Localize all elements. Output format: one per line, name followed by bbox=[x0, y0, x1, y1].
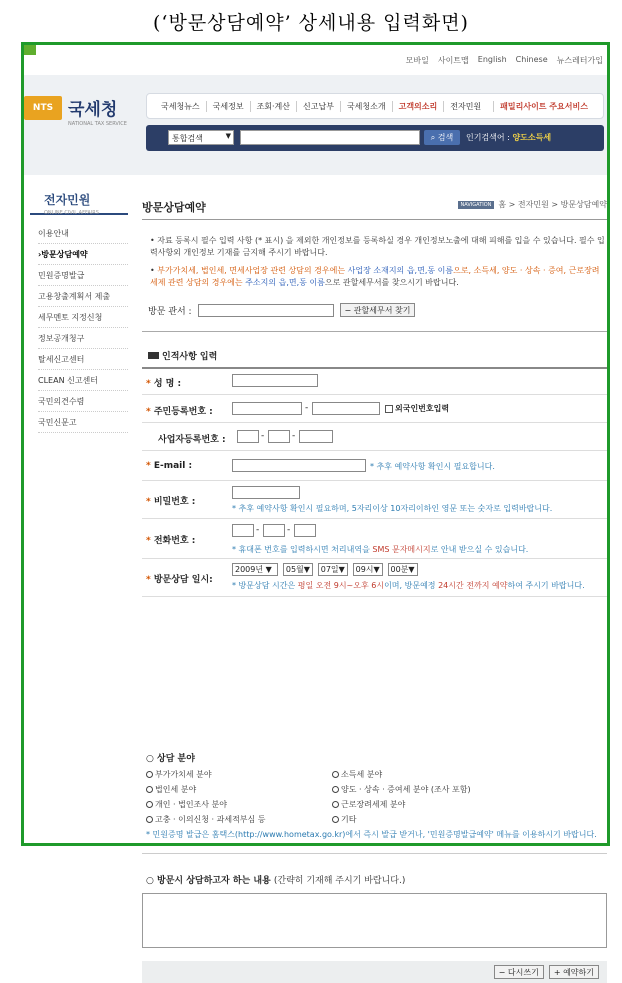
navigation-badge: NAVIGATION bbox=[458, 201, 495, 209]
year-value: 2009년 bbox=[235, 565, 264, 574]
notice-2e: 으로 관할세무서를 찾으시기 바랍니다. bbox=[324, 278, 459, 287]
logo-name: 국세청 bbox=[68, 100, 118, 120]
nav-civil[interactable]: 전자민원 bbox=[443, 101, 487, 112]
password-label: * 비밀번호 : bbox=[146, 497, 196, 507]
rrn-dash: - bbox=[305, 403, 309, 413]
notice-2a: 부가가치세, 법인세, 면세사업장 관련 상담의 경우에는 bbox=[157, 266, 346, 275]
hour-value: 09시 bbox=[355, 565, 374, 574]
rrn-label: * 주민등록번호 : bbox=[146, 407, 213, 417]
category-income[interactable] bbox=[332, 769, 518, 782]
notice-2c: 으로, 소득세, 양도 · 상속 · 증여, 근로장려세제 관련 상담의 경우에는 bbox=[150, 266, 600, 287]
sidebar-item-tax-evasion[interactable]: 탈세신고센터 bbox=[38, 349, 128, 370]
search-input[interactable] bbox=[240, 130, 420, 145]
datetime-hint-a: 방문상담 시간은 bbox=[238, 581, 296, 590]
category-eitc[interactable] bbox=[332, 799, 518, 812]
find-office-label: 관할세무서 찾기 bbox=[353, 305, 411, 315]
category-options bbox=[146, 769, 601, 827]
notice-2d: 주소지의 읍,면,동 이름 bbox=[245, 278, 325, 287]
datetime-hint: * 방문상담 시간은 평일 오전 9시~오후 6시이며, 방문예정 24시간 전까지 예약하여 주시기 바랍니다. bbox=[232, 581, 585, 590]
sidebar-item-clean-center[interactable]: CLEAN 신고센터 bbox=[38, 370, 128, 391]
sidebar-subtitle: ONLINE CIVIL AFFAIRS bbox=[44, 210, 99, 216]
civil-certificate-note: * 민원증명 발급은 홈택스(http://www.hometax.go.kr)에서 즉시 발급 받거나, '민원증명발급예약' 메뉴를 이용하시기 바랍니다. bbox=[146, 830, 597, 839]
datetime-hint-e: 하여 주시기 바랍니다. bbox=[507, 581, 585, 590]
sidebar-title-text: 전자민원 bbox=[44, 193, 91, 207]
consult-title-text: 방문시 상담하고자 하는 내용 bbox=[157, 876, 271, 886]
name-input[interactable] bbox=[232, 374, 318, 387]
biz-dash-1: - bbox=[261, 431, 265, 441]
action-bar bbox=[142, 961, 607, 983]
global-nav bbox=[146, 93, 604, 119]
nav-payment[interactable]: 신고납부 bbox=[296, 101, 340, 112]
category-grievance[interactable] bbox=[146, 814, 332, 827]
consult-note: (간략히 기재해 주시기 바랍니다.) bbox=[273, 876, 406, 886]
phone-row bbox=[142, 519, 607, 559]
category-label: 근로장려세제 분야 bbox=[341, 800, 406, 809]
password-hint-b: 입력바랍니다. bbox=[503, 504, 553, 513]
phone-hint-b: SMS 문자메시지 bbox=[372, 545, 431, 554]
logo-subtitle: NATIONAL TAX SERVICE bbox=[68, 121, 127, 127]
chevron-down-icon: ▼ bbox=[225, 132, 231, 140]
category-label: 고충 · 이의신청 · 과세적부심 등 bbox=[155, 815, 266, 824]
category-label: 소득세 분야 bbox=[341, 770, 383, 779]
rrn-label-text: 주민등록번호 : bbox=[153, 407, 213, 417]
radio-button[interactable] bbox=[332, 816, 339, 823]
find-office-button[interactable]: − 관할세무서 찾기 bbox=[340, 303, 416, 317]
datetime-hint-d: 24시간 전까지 예약 bbox=[438, 581, 508, 590]
nav-news[interactable]: 국세청뉴스 bbox=[161, 101, 200, 111]
category-label: 부가가치세 분야 bbox=[155, 770, 212, 779]
divider bbox=[142, 853, 607, 854]
section-heading bbox=[148, 349, 217, 362]
nav-customer-voice[interactable]: 고객의소리 bbox=[392, 101, 444, 112]
password-row bbox=[142, 481, 607, 519]
sidebar-item-petition[interactable]: 국민신문고 bbox=[38, 412, 128, 433]
search-bar bbox=[146, 125, 604, 151]
phone-dash-2: - bbox=[287, 525, 291, 535]
notice-1: • 자료 등록시 필수 입력 사항 (* 표시) 을 제외한 개인정보를 등록하실 경우 개인정보노출에 대해 피해를 입을 수 있습니다. 필수 입력사항외 개인정보 기재를 금지해 주시기 바랍니다. bbox=[150, 236, 605, 257]
category-transfer-inheritance[interactable] bbox=[332, 784, 518, 797]
search-scope-select[interactable] bbox=[168, 130, 234, 145]
year-select[interactable]: 2009년 ▼ bbox=[232, 563, 278, 576]
name-row bbox=[142, 367, 607, 395]
link-newsletter[interactable]: 뉴스레터가입 bbox=[556, 56, 603, 65]
consult-title: ○ 방문시 상담하고자 하는 내용 (간략히 기재해 주시기 바랍니다.) bbox=[146, 876, 406, 886]
rrn-first-input[interactable] bbox=[232, 402, 302, 415]
phone-dash-1: - bbox=[256, 525, 260, 535]
sidebar-item-guide[interactable]: 이용안내 bbox=[38, 223, 128, 244]
category-label: 법인세 분야 bbox=[155, 785, 197, 794]
password-hint: * 추후 예약사항 확인시 필요하며, 5자리이상 10자리이하인 영문 또는 숫자로 입력바랍니다. bbox=[232, 504, 553, 513]
hour-select[interactable]: 09시▼ bbox=[353, 563, 383, 576]
datetime-selects bbox=[232, 563, 420, 576]
popular-search bbox=[466, 132, 551, 143]
civil-note-text: 민원증명 발급은 홈택스(http://www.hometax.go.kr)에서 즉시 발급 받거나, '민원증명발급예약' 메뉴를 이용하시기 바랍니다. bbox=[152, 830, 597, 839]
name-label: * 성 명 : bbox=[146, 379, 182, 389]
sidebar-title bbox=[30, 185, 128, 215]
search-scope-value: 통합검색 bbox=[172, 134, 203, 143]
category-label: 양도 · 상속 · 증여세 분야 (조사 포함) bbox=[341, 785, 471, 794]
email-label: * E-mail : bbox=[146, 461, 193, 471]
link-chinese[interactable]: Chinese bbox=[515, 55, 548, 64]
phone-label: * 전화번호 : bbox=[146, 536, 196, 546]
day-select[interactable]: 07일▼ bbox=[318, 563, 348, 576]
phone-hint-a: 휴대폰 번호를 입력하시면 처리내역을 bbox=[238, 545, 370, 554]
divider bbox=[142, 219, 607, 220]
rrn-second-input[interactable] bbox=[312, 402, 380, 415]
nav-lookup[interactable]: 조회·계산 bbox=[250, 101, 296, 112]
foreigner-checkbox[interactable] bbox=[385, 405, 393, 413]
radio-button[interactable] bbox=[332, 786, 339, 793]
month-select[interactable]: 05월▼ bbox=[283, 563, 313, 576]
nav-about[interactable]: 국세청소개 bbox=[340, 101, 392, 112]
browser-frame bbox=[21, 42, 610, 977]
datetime-hint-c: 이며, 방문예정 bbox=[384, 581, 436, 590]
category-label: 기타 bbox=[341, 815, 357, 824]
divider bbox=[142, 331, 607, 332]
phone-hint: * 휴대폰 번호를 입력하시면 처리내역을 SMS 문자메시지로 안내 받으실 수 있습니다. bbox=[232, 545, 529, 554]
radio-button[interactable] bbox=[146, 801, 153, 808]
notice-2: • 부가가치세, 법인세, 면세사업장 관련 상담의 경우에는 사업장 소재지의 읍,면,동 이름으로, 소득세, 양도 · 상속 · 증여, 근로장려세제 관련 상담의 경우에는 주소지의 읍,면,동 이름으로 관할세무서를 찾으시기 바랍니다. bbox=[150, 266, 600, 287]
password-hint-a: 추후 예약사항 확인시 필요하며, 5자리이상 10자리이하인 영문 또는 숫자로 bbox=[238, 504, 501, 513]
biz-input-3[interactable] bbox=[299, 430, 333, 443]
consult-textarea[interactable] bbox=[142, 893, 607, 948]
top-utility-bar bbox=[24, 45, 607, 75]
office-input[interactable] bbox=[198, 304, 334, 317]
phone-input-2[interactable] bbox=[263, 524, 285, 537]
category-corporate[interactable] bbox=[146, 784, 332, 797]
biz-input-2[interactable] bbox=[268, 430, 290, 443]
office-row bbox=[148, 303, 415, 317]
nts-logo-icon: NTS bbox=[24, 96, 62, 120]
day-value: 07일 bbox=[320, 565, 339, 574]
site-logo[interactable] bbox=[24, 95, 127, 127]
datetime-row bbox=[142, 559, 607, 597]
radio-button[interactable] bbox=[332, 801, 339, 808]
category-investigation[interactable] bbox=[146, 799, 332, 812]
search-button-label: 검색 bbox=[437, 133, 454, 142]
utility-links bbox=[406, 55, 603, 66]
password-label-text: 비밀번호 : bbox=[153, 497, 196, 507]
email-hint-text: 추후 예약사항 확인시 필요합니다. bbox=[376, 462, 495, 471]
biz-row bbox=[142, 423, 607, 451]
email-hint: * 추후 예약사항 확인시 필요합니다. bbox=[370, 462, 495, 471]
family-site-link[interactable]: 패밀리사이트 주요서비스 bbox=[493, 101, 594, 112]
phone-label-text: 전화번호 : bbox=[153, 536, 196, 546]
section-title: 인적사항 입력 bbox=[162, 352, 218, 362]
notice-list bbox=[150, 235, 605, 295]
name-label-text: 성 명 : bbox=[153, 379, 182, 389]
reserve-button[interactable]: + 예약하기 bbox=[549, 965, 599, 979]
sidebar-item-label: 방문상담예약 bbox=[41, 250, 88, 259]
phone-input-1[interactable] bbox=[232, 524, 254, 537]
page-title: 방문상담예약 bbox=[142, 201, 206, 214]
link-mobile[interactable]: 모바일 bbox=[405, 56, 429, 65]
foreigner-label: 외국인번호입력 bbox=[395, 404, 450, 413]
phone-hint-c: 로 안내 받으실 수 있습니다. bbox=[430, 545, 529, 554]
datetime-label: * 방문상담 일시: bbox=[146, 575, 213, 585]
popular-term[interactable]: 양도소득세 bbox=[512, 133, 552, 142]
minute-value: 00분 bbox=[390, 565, 409, 574]
radio-button[interactable] bbox=[332, 771, 339, 778]
site-header bbox=[24, 75, 607, 175]
sidebar-item-info-request[interactable]: 정보공개청구 bbox=[38, 328, 128, 349]
sidebar-item-opinion[interactable]: 국민의견수렴 bbox=[38, 391, 128, 412]
foreigner-option[interactable] bbox=[385, 403, 449, 414]
biz-input-1[interactable] bbox=[237, 430, 259, 443]
phone-input-3[interactable] bbox=[294, 524, 316, 537]
sidebar-menu bbox=[24, 215, 134, 433]
reserve-label: 예약하기 bbox=[563, 967, 594, 977]
category-label: 개인 · 법인조사 분야 bbox=[155, 800, 227, 809]
window-icon bbox=[24, 45, 36, 55]
search-button[interactable] bbox=[424, 130, 460, 145]
radio-button[interactable] bbox=[146, 786, 153, 793]
link-sitemap[interactable]: 사이트맵 bbox=[437, 56, 469, 65]
office-label: 방문 관서 : bbox=[148, 306, 192, 317]
figure-caption: (‘방문상담예약’ 상세내용 입력화면) bbox=[153, 12, 469, 34]
email-row bbox=[142, 451, 607, 481]
password-input[interactable] bbox=[232, 486, 300, 499]
nav-tax-info[interactable]: 국세정보 bbox=[206, 101, 250, 112]
section-bullet-icon bbox=[148, 352, 159, 359]
datetime-label-text: 방문상담 일시: bbox=[153, 575, 213, 585]
sidebar-item-employment-plan[interactable]: 고용창출계획서 제출 bbox=[38, 286, 128, 307]
notice-1-text: 자료 등록시 필수 입력 사항 (* 표시) 을 제외한 개인정보를 등록하실 경우 개인정보노출에 대해 피해를 입을 수 있습니다. 필수 입력사항외 개인정보 기재를 금지해 주시기 바랍니다. bbox=[150, 236, 605, 257]
reset-label: 다시쓰기 bbox=[507, 967, 539, 977]
notice-2b: 사업장 소재지의 읍,면,동 이름 bbox=[347, 266, 454, 275]
category-vat[interactable] bbox=[146, 769, 332, 782]
category-other[interactable] bbox=[332, 814, 518, 827]
category-title-text: 상담 분야 bbox=[157, 754, 195, 764]
rrn-row bbox=[142, 395, 607, 423]
sidebar bbox=[24, 185, 134, 433]
breadcrumb bbox=[458, 199, 607, 210]
email-label-text: E-mail : bbox=[153, 461, 193, 471]
month-value: 05월 bbox=[285, 565, 304, 574]
sidebar-item-certificate[interactable]: 민원증명발급 bbox=[38, 265, 128, 286]
biz-label: 사업자등록번호 : bbox=[158, 435, 226, 445]
popular-label: 인기검색어 : bbox=[466, 133, 510, 142]
reset-button[interactable]: − 다시쓰기 bbox=[494, 965, 544, 979]
category-title: ○ 상담 분야 bbox=[146, 754, 195, 764]
link-english[interactable]: English bbox=[477, 55, 507, 64]
sidebar-item-mentor[interactable]: 세무멘토 지정신청 bbox=[38, 307, 128, 328]
minute-select[interactable]: 00분▼ bbox=[388, 563, 418, 576]
sidebar-item-visit-reservation[interactable]: ›방문상담예약 bbox=[38, 244, 128, 265]
radio-button[interactable] bbox=[146, 816, 153, 823]
search-icon: ⌕ bbox=[430, 132, 436, 142]
email-input[interactable] bbox=[232, 459, 366, 472]
datetime-hint-b: 평일 오전 9시~오후 6시 bbox=[297, 581, 385, 590]
biz-dash-2: - bbox=[292, 431, 296, 441]
radio-button[interactable] bbox=[146, 771, 153, 778]
breadcrumb-path[interactable]: 홈 > 전자민원 > 방문상담예약 bbox=[498, 200, 607, 209]
